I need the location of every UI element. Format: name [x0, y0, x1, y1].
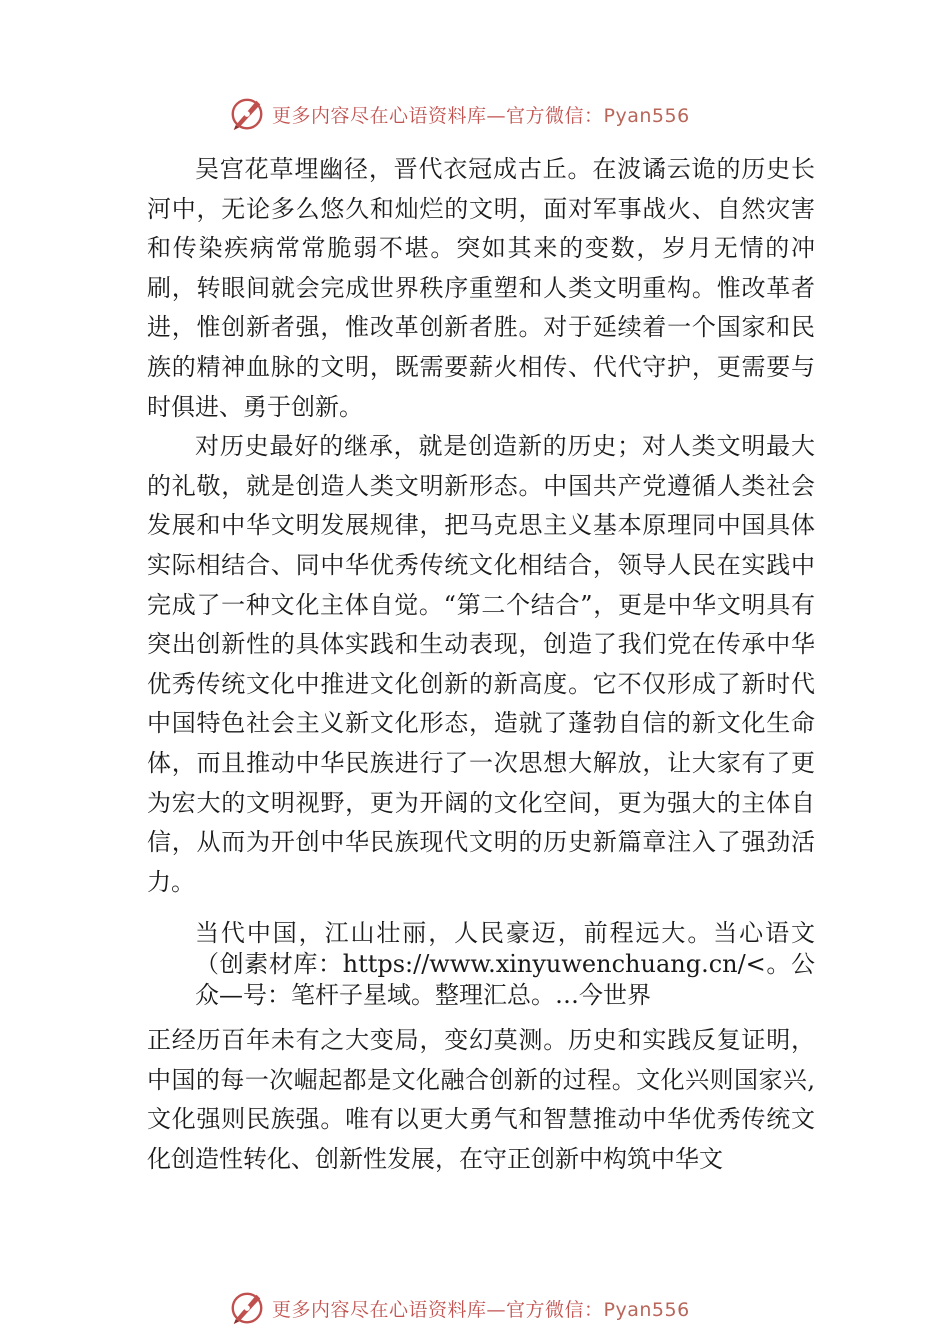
- watermark-text: [272, 101, 690, 128]
- watermark-handle: Pyan556: [603, 1298, 690, 1321]
- header-watermark: [228, 94, 690, 134]
- footer-watermark: [228, 1288, 690, 1328]
- document-body: [147, 150, 815, 1180]
- paragraph-1: 吴宫花草埋幽径，晋代衣冠成古丘。在波谲云诡的历史长河中，无论多么悠久和灿烂的文明，面对军事战火、自然灾害和传染疾病常常脆弱不堪。突如其来的变数，岁月无情的冲刷，转眼间就会完成世界秩序重塑和人类文明重构。惟改革者进，惟创新者强，惟改革创新者胜。对于延续着一个国家和民族的精神血脉的文明，既需要薪火相传、代代守护，更需要与时俱进、勇于创新。: [147, 155, 815, 421]
- watermark-handle: Pyan556: [603, 104, 690, 127]
- watermark-label: 更多内容尽在心语资料库—官方微信：: [272, 1298, 604, 1321]
- watermark-text: [272, 1295, 690, 1322]
- paragraph-2: 对历史最好的继承，就是创造新的历史；对人类文明最大的礼敬，就是创造人类文明新形态。中国共产党遵循人类社会发展和中华文明发展规律，把马克思主义基本原理同中国具体实际相结合、同中华优秀传统文化相结合，领导人民在实践中完成了一种文化主体自觉。“第二个结合”，更是中华文明具有突出创新性的具体实践和生动表现，创造了我们党在传承中华优秀传统文化中推进文化创新的新高度。它不仅形成了新时代中国特色社会主义新文化形态，造就了蓬勃自信的新文化生命体，而且推动中华民族进行了一次思想大解放，让大家有了更为宏大的文明视野，更为开阔的文化空间，更为强大的主体自信，从而为开创中华民族现代文明的历史新篇章注入了强劲活力。: [147, 432, 815, 896]
- watermark-label: 更多内容尽在心语资料库—官方微信：: [272, 104, 604, 127]
- paragraph-4: 正经历百年未有之大变局，变幻莫测。历史和实践反复证明，中国的每一次崛起都是文化融合创新的过程。文化兴则国家兴,文化强则民族强。唯有以更大勇气和智慧推动中华优秀传统文化创造性转化、创新性发展，在守正创新中构筑中华文: [147, 1026, 815, 1174]
- pen-logo-icon: [228, 1289, 266, 1327]
- paragraph-3: 当代中国，江山壮丽，人民豪迈，前程远大。当心语文（创素材库：https://www.xinyuwenchuang.cn/<。公众—号：笔杆子星域。整理汇总。…今世界: [195, 919, 815, 1010]
- pen-logo-icon: [228, 95, 266, 133]
